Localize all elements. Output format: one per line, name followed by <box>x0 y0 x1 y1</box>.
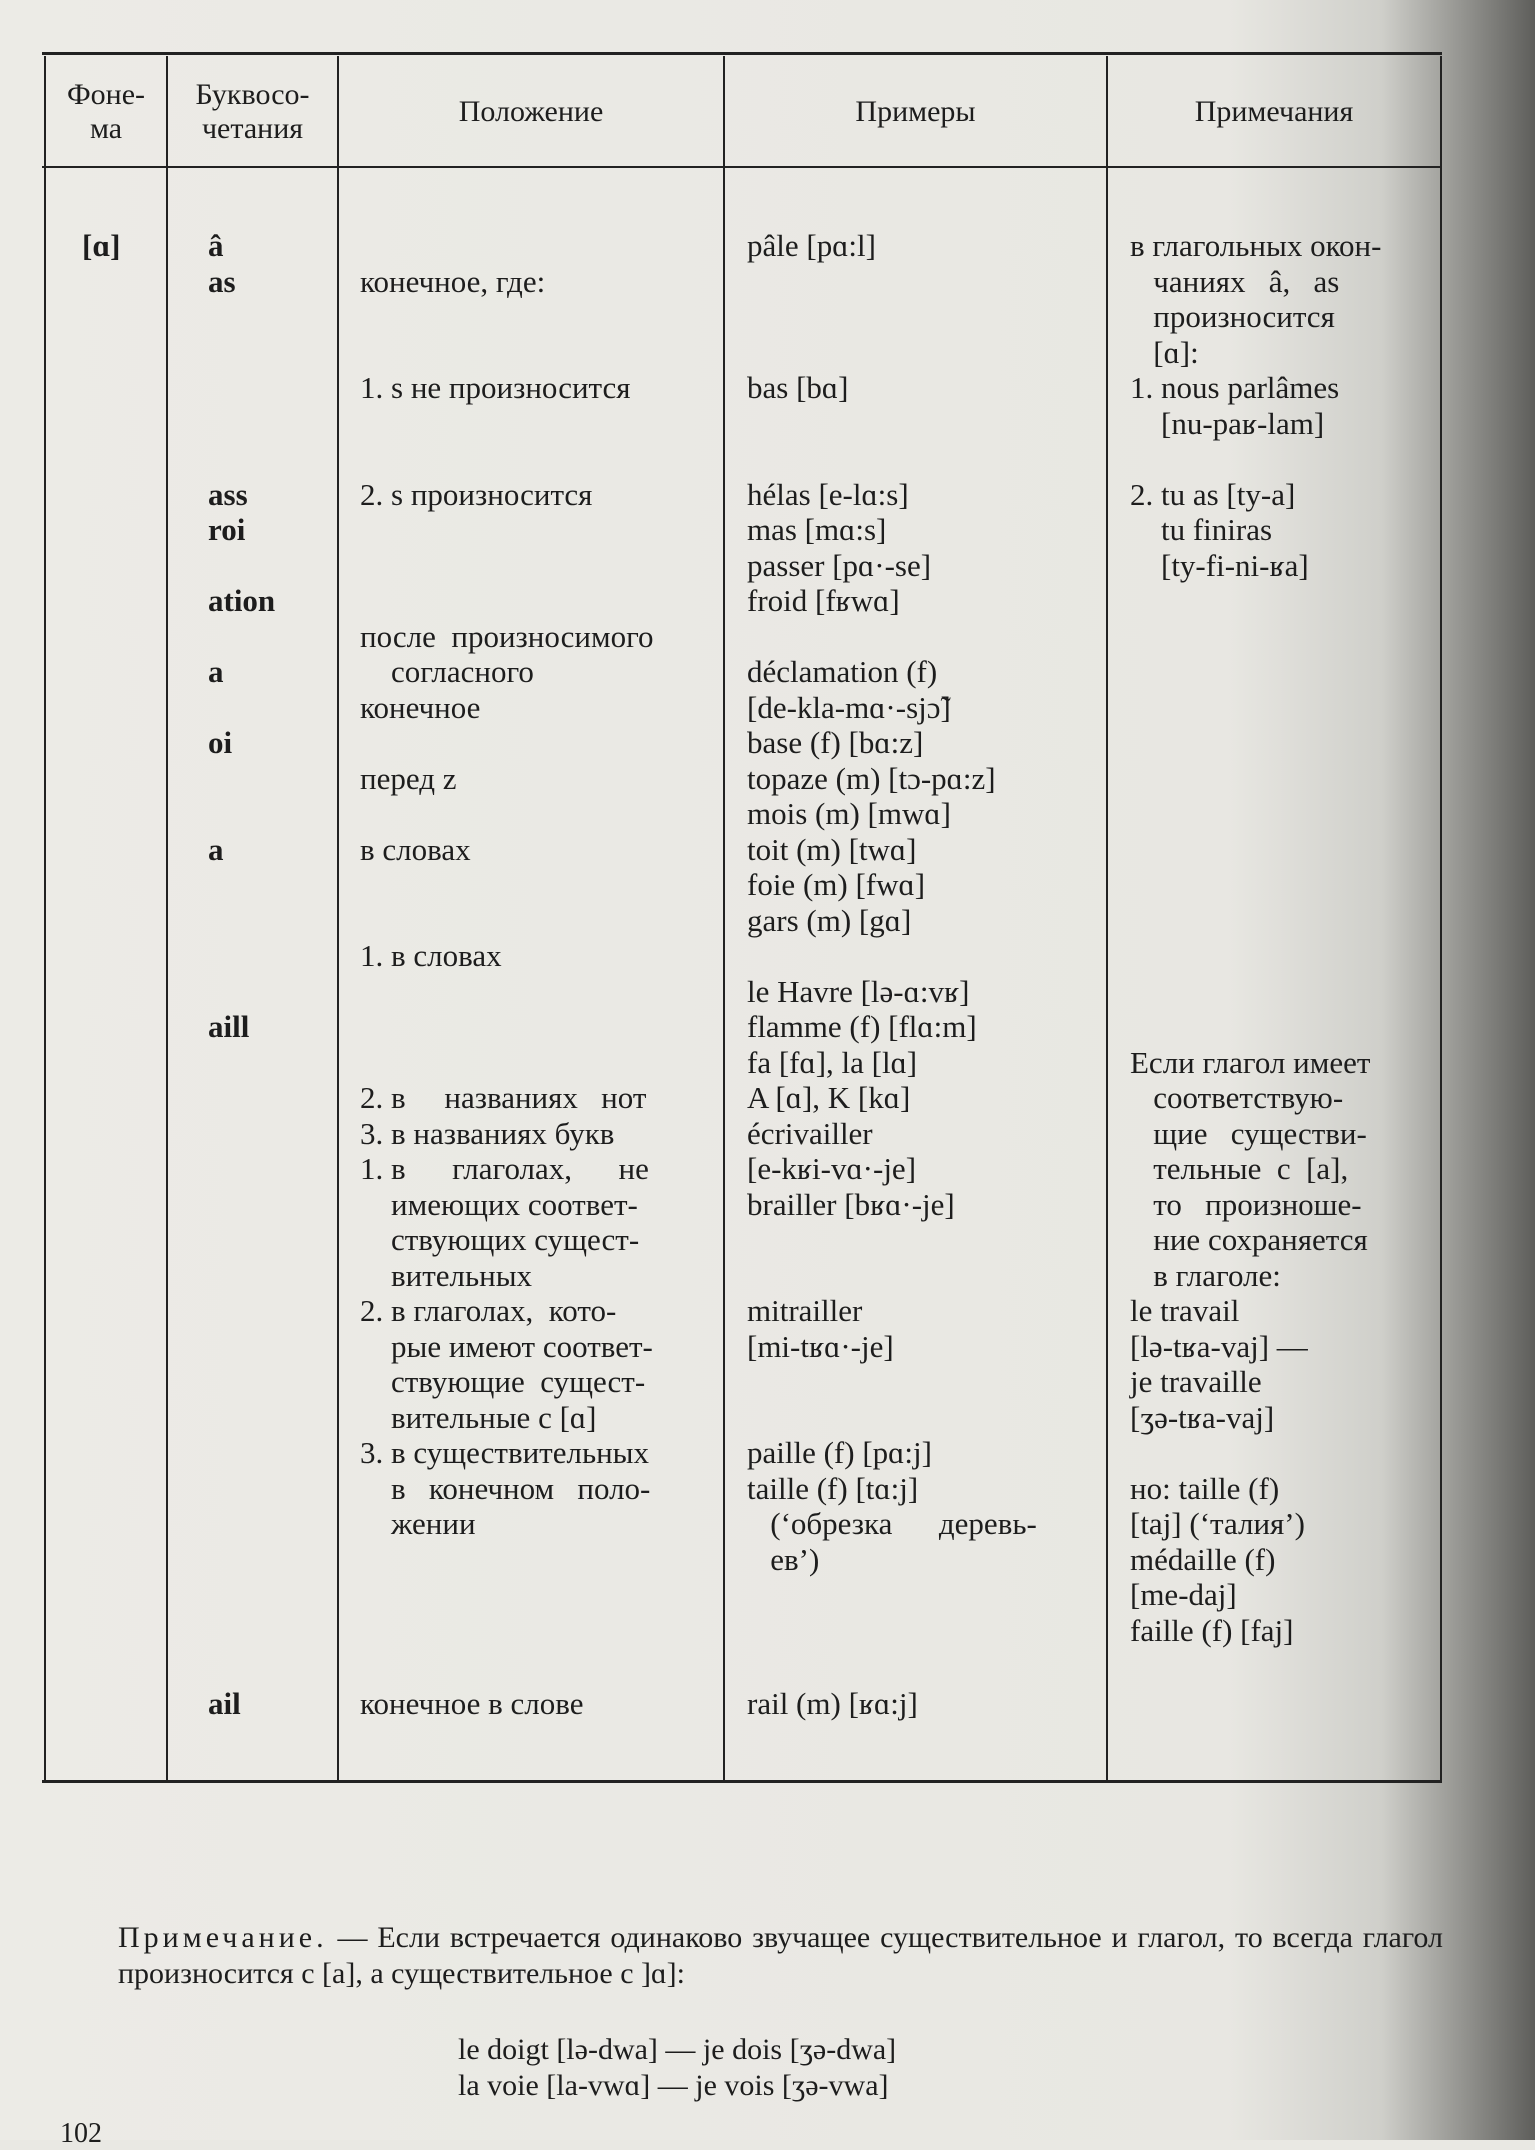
column-rule-5 <box>1106 56 1108 1782</box>
column-rule-2 <box>166 56 168 1782</box>
position-cell-final: конечное в слове <box>360 1686 584 1721</box>
table-header-rule <box>42 166 1442 168</box>
position-column: конечное, где: 1. s не произносится 2. s произносится после произносимого согласного конечное перед z в словах 1. в словах 2. в названиях нот 3. в названиях букв 1. в глаголах, не имеющих соответ- ствующих сущест- вительных 2. в глаголах, кото- рые имеют соответ- ствующие сущест- вительные с [ɑ] 3. в существительных в конечном поло- жении <box>360 263 654 1541</box>
table-top-rule <box>42 52 1442 55</box>
footnote-text: — Если встречается одинаково звучащее существительное и глагол, то всегда глагол произносится с [a], а существительное с ]ɑ]: <box>118 1921 1443 1990</box>
column-rule-4 <box>723 56 725 1782</box>
header-notes: Примечания <box>1194 95 1354 128</box>
column-rule-3 <box>337 56 339 1782</box>
footnote-lead: Примечание. <box>118 1921 328 1954</box>
footnote-examples: le doigt [lə-dwa] — je dois [ʒə-dwa] la voie [la-vwɑ] — je vois [ʒə-vwa] <box>458 2033 897 2102</box>
column-rule-1 <box>44 56 46 1782</box>
header-letter-combinations: Буквосо- четания <box>195 78 310 145</box>
header-examples: Примеры <box>855 95 976 128</box>
notes-column: в глагольных окон- чаниях â, as произносится [ɑ]: 1. nous parlâmes [nu-paʁ-lam] 2. tu as [ty-a] tu finiras [ty-fi-ni-ʁa] Если глагол имеет соответствую- щие существи- тельные с [a], то произноше- ние сохраняется в глаголе: le travail [lə-tʁa-vaj] — je travaille [ʒə-tʁa-vaj] но: taille (f) [taj] (‘талия’) médaille (f) [me-daj] faille (f) [faj] <box>1130 228 1382 1648</box>
examples-column: pâle [pɑ:l] bas [bɑ] hélas [e-lɑ:s] mas [mɑ:s] passer [pɑ·-se] froid [fʁwɑ] déclamation (f) [de-kla-mɑ·-sjɔ̃] base (f) [bɑ:z] topaze (m) [tɔ-pɑ:z] mois (m) [mwɑ] toit (m) [twɑ] foie (m) [fwɑ] gars (m) [gɑ] le Havre [lə-ɑ:vʁ] flamme (f) [flɑ:m] fa [fɑ], la [lɑ] A [ɑ], K [kɑ] écrivailler [e-kʁi-vɑ·-je] brailler [bʁɑ·-je] mitrailler [mi-tʁɑ·-je] paille (f) [pɑ:j] taille (f) [tɑ:j] (‘обрезка деревь- ев’) <box>747 228 1037 1577</box>
table-bottom-rule <box>42 1780 1442 1783</box>
header-phoneme: Фоне- ма <box>66 78 146 145</box>
column-rule-6 <box>1440 56 1442 1782</box>
footnote-paragraph <box>118 1920 1443 1992</box>
header-position: Положение <box>458 95 604 128</box>
page-number: 102 <box>60 2118 102 2149</box>
letters-cell-ail: ail <box>208 1686 241 1721</box>
examples-cell-rail: rail (m) [ʁɑ:j] <box>747 1686 918 1721</box>
letters-column: â as ass roi ation a oi a aill <box>208 228 276 1044</box>
phoneme-cell: [ɑ] <box>82 228 121 263</box>
